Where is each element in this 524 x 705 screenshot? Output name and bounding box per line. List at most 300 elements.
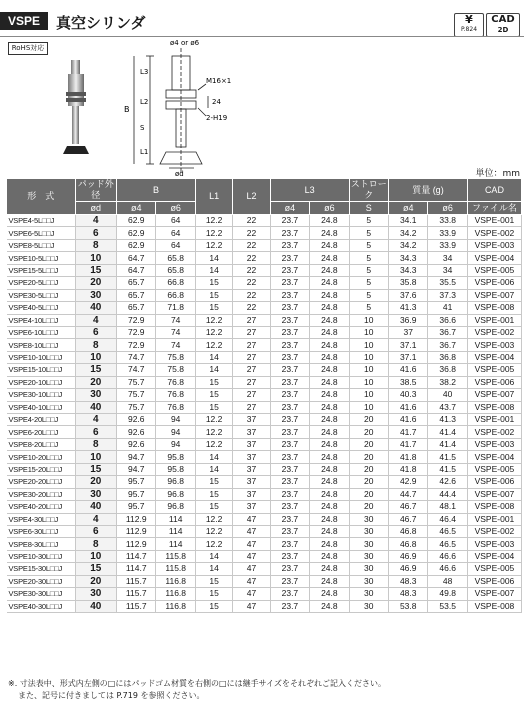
cell-l1: 15: [195, 302, 232, 314]
drawing-label-b: B: [124, 105, 130, 114]
cell-l3-d6: 24.8: [310, 215, 349, 227]
col-header-pad-od: ød: [75, 202, 117, 215]
cell-stroke: 20: [349, 501, 388, 513]
col-header-l2: L2: [233, 179, 270, 215]
table-row: [7, 401, 522, 413]
cell-b-d6: 66.8: [156, 289, 195, 301]
cell-mass-d4: 37.1: [389, 339, 428, 351]
cell-model: VSPE20-5L□□J: [7, 277, 76, 289]
cell-mass-d6: 41.4: [428, 438, 467, 450]
cell-mass-d4: 41.6: [389, 401, 428, 413]
cell-stroke: 20: [349, 463, 388, 475]
cell-mass-d6: 46.5: [428, 525, 467, 537]
col-header-stroke-top: ストローク: [350, 179, 387, 200]
cell-b-d4: 75.7: [117, 376, 156, 388]
cell-l3-d6: 24.8: [310, 463, 349, 475]
cell-b-d6: 95.8: [156, 451, 195, 463]
cell-mass-d6: 34: [428, 252, 467, 264]
cell-b-d4: 65.7: [117, 289, 156, 301]
cell-pad-od: 30: [75, 289, 117, 301]
cell-l2: 37: [233, 488, 270, 500]
cell-l2: 27: [233, 389, 270, 401]
cell-l2: 22: [233, 289, 270, 301]
cell-mass-d6: 46.6: [428, 563, 467, 575]
cell-stroke: 30: [349, 600, 388, 612]
cell-b-d6: 65.8: [156, 252, 195, 264]
cell-mass-d4: 41.7: [389, 438, 428, 450]
cell-stroke: 30: [349, 538, 388, 550]
table-row: [7, 364, 522, 376]
cell-model: VSPE15-10L□□J: [7, 364, 76, 376]
cell-mass-d6: 53.5: [428, 600, 467, 612]
cell-l2: 47: [233, 513, 270, 525]
cell-cad-file: VSPE-004: [467, 550, 521, 562]
cell-pad-od: 30: [75, 488, 117, 500]
cell-l2: 27: [233, 351, 270, 363]
cell-model: VSPE4-30L□□J: [7, 513, 76, 525]
cell-mass-d6: 46.5: [428, 538, 467, 550]
cell-b-d4: 114.7: [117, 563, 156, 575]
cell-l3-d6: 24.8: [310, 401, 349, 413]
cell-pad-od: 6: [75, 426, 117, 438]
col-header-stroke: S: [349, 202, 388, 215]
cell-stroke: 5: [349, 252, 388, 264]
product-code-badge: VSPE: [0, 12, 48, 30]
cell-l3-d4: 23.7: [270, 364, 309, 376]
page-title: 真空シリンダ: [56, 14, 146, 32]
col-header-model: 形 式: [7, 179, 76, 215]
cell-l3-d6: 24.8: [310, 326, 349, 338]
cell-l2: 22: [233, 264, 270, 276]
cell-l2: 22: [233, 277, 270, 289]
cell-b-d4: 95.7: [117, 501, 156, 513]
table-row: [7, 501, 522, 513]
cell-b-d6: 114: [156, 513, 195, 525]
cell-l3-d4: 23.7: [270, 426, 309, 438]
cell-l3-d6: 24.8: [310, 364, 349, 376]
cell-mass-d4: 34.1: [389, 215, 428, 227]
cell-b-d6: 66.8: [156, 277, 195, 289]
cell-l3-d6: 24.8: [310, 277, 349, 289]
drawing-label-od: ød: [175, 170, 184, 176]
cell-mass-d6: 40: [428, 389, 467, 401]
table-row: [7, 339, 522, 351]
cell-pad-od: 15: [75, 563, 117, 575]
footnote-line-1: ※. 寸法表中、形式内左側の□にはパッドゴム材質を右側の□には継手サイズをそれぞれご記入ください。: [8, 679, 386, 688]
cell-l3-d6: 24.8: [310, 302, 349, 314]
cell-model: VSPE8-10L□□J: [7, 339, 76, 351]
cell-l1: 12.2: [195, 239, 232, 251]
cell-l2: 22: [233, 239, 270, 251]
cell-l3-d6: 24.8: [310, 252, 349, 264]
cad-sub-label: 2D: [497, 26, 509, 34]
cell-pad-od: 15: [75, 264, 117, 276]
cell-model: VSPE8-30L□□J: [7, 538, 76, 550]
cell-stroke: 20: [349, 414, 388, 426]
table-row: [7, 389, 522, 401]
cell-l3-d6: 24.8: [310, 538, 349, 550]
cad-icon[interactable]: [486, 13, 520, 37]
cell-l3-d4: 23.7: [270, 252, 309, 264]
cell-pad-od: 20: [75, 476, 117, 488]
table-row: [7, 525, 522, 537]
cell-model: VSPE4-10L□□J: [7, 314, 76, 326]
cell-l1: 14: [195, 451, 232, 463]
cell-stroke: 20: [349, 451, 388, 463]
cell-l3-d6: 24.8: [310, 588, 349, 600]
cell-l2: 27: [233, 401, 270, 413]
cell-cad-file: VSPE-005: [467, 563, 521, 575]
cell-b-d4: 112.9: [117, 538, 156, 550]
cell-l1: 12.2: [195, 438, 232, 450]
cell-l3-d4: 23.7: [270, 563, 309, 575]
cell-l3-d4: 23.7: [270, 314, 309, 326]
cell-b-d4: 72.9: [117, 326, 156, 338]
cell-b-d6: 76.8: [156, 376, 195, 388]
cell-stroke: 5: [349, 215, 388, 227]
cell-l3-d6: 24.8: [310, 389, 349, 401]
cell-cad-file: VSPE-006: [467, 476, 521, 488]
cell-cad-file: VSPE-003: [467, 538, 521, 550]
cell-stroke: 20: [349, 476, 388, 488]
cell-cad-file: VSPE-005: [467, 264, 521, 276]
cell-cad-file: VSPE-003: [467, 438, 521, 450]
cell-l3-d6: 24.8: [310, 426, 349, 438]
cell-mass-d6: 41: [428, 302, 467, 314]
cell-cad-file: VSPE-007: [467, 488, 521, 500]
cell-mass-d6: 36.7: [428, 326, 467, 338]
cell-model: VSPE10-10L□□J: [7, 351, 76, 363]
cell-l2: 37: [233, 476, 270, 488]
cell-l2: 27: [233, 339, 270, 351]
col-header-mass: 質量 (g): [389, 179, 468, 202]
cell-l2: 22: [233, 302, 270, 314]
cell-l1: 12.2: [195, 339, 232, 351]
unit-label: 単位：mm: [475, 169, 520, 179]
cell-cad-file: VSPE-008: [467, 401, 521, 413]
cell-pad-od: 30: [75, 389, 117, 401]
cell-cad-file: VSPE-008: [467, 501, 521, 513]
cell-l1: 12.2: [195, 314, 232, 326]
cell-l3-d6: 24.8: [310, 227, 349, 239]
cell-l1: 12.2: [195, 227, 232, 239]
cell-pad-od: 4: [75, 414, 117, 426]
cell-l1: 14: [195, 364, 232, 376]
cell-mass-d6: 34: [428, 264, 467, 276]
cell-stroke: 10: [349, 376, 388, 388]
cell-cad-file: VSPE-006: [467, 376, 521, 388]
cell-pad-od: 8: [75, 438, 117, 450]
cell-l3-d6: 24.8: [310, 339, 349, 351]
cell-model: VSPE40-30L□□J: [7, 600, 76, 612]
cell-l3-d6: 24.8: [310, 314, 349, 326]
cell-model: VSPE30-5L□□J: [7, 289, 76, 301]
cell-mass-d6: 36.8: [428, 364, 467, 376]
yen-symbol: ¥: [465, 13, 473, 26]
cell-stroke: 10: [349, 351, 388, 363]
cell-b-d4: 112.9: [117, 513, 156, 525]
col-header-l3-d4: ø4: [270, 202, 309, 215]
drawing-hex: 2-H19: [206, 114, 228, 122]
cell-model: VSPE40-5L□□J: [7, 302, 76, 314]
cell-mass-d4: 35.8: [389, 277, 428, 289]
cell-l3-d6: 24.8: [310, 351, 349, 363]
cell-l3-d4: 23.7: [270, 600, 309, 612]
cell-stroke: 5: [349, 289, 388, 301]
cell-mass-d4: 48.3: [389, 588, 428, 600]
table-row: [7, 538, 522, 550]
cell-b-d6: 74: [156, 339, 195, 351]
cell-model: VSPE15-30L□□J: [7, 563, 76, 575]
cell-l3-d6: 24.8: [310, 575, 349, 587]
drawing-label-l2: L2: [140, 98, 149, 106]
cell-b-d4: 65.7: [117, 302, 156, 314]
cell-cad-file: VSPE-001: [467, 414, 521, 426]
cell-b-d4: 62.9: [117, 239, 156, 251]
cell-mass-d4: 34.3: [389, 252, 428, 264]
cell-model: VSPE40-10L□□J: [7, 401, 76, 413]
cell-l3-d4: 23.7: [270, 401, 309, 413]
cell-mass-d4: 42.9: [389, 476, 428, 488]
col-header-b: B: [117, 179, 196, 202]
col-header-cad: ファイル名: [467, 202, 521, 215]
table-row: [7, 588, 522, 600]
cell-model: VSPE30-10L□□J: [7, 389, 76, 401]
cell-pad-od: 8: [75, 538, 117, 550]
cell-pad-od: 40: [75, 501, 117, 513]
cell-mass-d4: 46.7: [389, 501, 428, 513]
cell-b-d6: 76.8: [156, 389, 195, 401]
cell-l1: 14: [195, 351, 232, 363]
cell-cad-file: VSPE-007: [467, 289, 521, 301]
cell-mass-d4: 41.7: [389, 426, 428, 438]
cell-mass-d4: 46.9: [389, 563, 428, 575]
cell-b-d6: 114: [156, 538, 195, 550]
cell-b-d4: 65.7: [117, 277, 156, 289]
table-row: [7, 302, 522, 314]
cell-mass-d4: 48.3: [389, 575, 428, 587]
table-row: [7, 351, 522, 363]
cell-l3-d4: 23.7: [270, 227, 309, 239]
spec-table-body: [7, 215, 522, 613]
cell-mass-d6: 33.9: [428, 227, 467, 239]
cell-cad-file: VSPE-002: [467, 525, 521, 537]
cell-model: VSPE40-20L□□J: [7, 501, 76, 513]
col-header-cad-top: CAD: [467, 179, 521, 202]
cell-l3-d4: 23.7: [270, 326, 309, 338]
cell-b-d6: 64: [156, 239, 195, 251]
table-row: [7, 513, 522, 525]
cell-pad-od: 10: [75, 451, 117, 463]
cell-mass-d6: 41.3: [428, 414, 467, 426]
cell-l1: 15: [195, 389, 232, 401]
cell-mass-d4: 41.3: [389, 302, 428, 314]
table-row: [7, 264, 522, 276]
cell-l3-d6: 24.8: [310, 563, 349, 575]
cell-l3-d6: 24.8: [310, 376, 349, 388]
cell-model: VSPE6-5L□□J: [7, 227, 76, 239]
cell-l3-d4: 23.7: [270, 451, 309, 463]
cell-b-d6: 94: [156, 426, 195, 438]
cell-stroke: 30: [349, 563, 388, 575]
cell-b-d6: 96.8: [156, 476, 195, 488]
cell-stroke: 30: [349, 525, 388, 537]
cell-b-d4: 62.9: [117, 227, 156, 239]
cell-pad-od: 20: [75, 575, 117, 587]
cell-mass-d6: 37.3: [428, 289, 467, 301]
table-row: [7, 451, 522, 463]
cell-b-d6: 116.8: [156, 588, 195, 600]
cell-l1: 12.2: [195, 538, 232, 550]
cell-b-d6: 115.8: [156, 563, 195, 575]
cell-mass-d4: 36.9: [389, 314, 428, 326]
cell-l3-d6: 24.8: [310, 488, 349, 500]
cell-l3-d4: 23.7: [270, 575, 309, 587]
cell-l3-d4: 23.7: [270, 476, 309, 488]
cell-l3-d4: 23.7: [270, 289, 309, 301]
cell-l1: 15: [195, 575, 232, 587]
cell-b-d6: 96.8: [156, 501, 195, 513]
cell-l1: 14: [195, 264, 232, 276]
cell-l3-d4: 23.7: [270, 277, 309, 289]
drawing-label-s: S: [140, 124, 145, 132]
cell-mass-d6: 48.1: [428, 501, 467, 513]
cell-l3-d4: 23.7: [270, 215, 309, 227]
cell-l2: 47: [233, 538, 270, 550]
cell-mass-d4: 34.2: [389, 239, 428, 251]
cell-l2: 37: [233, 426, 270, 438]
cell-mass-d4: 53.8: [389, 600, 428, 612]
cell-model: VSPE8-20L□□J: [7, 438, 76, 450]
cell-b-d6: 116.8: [156, 575, 195, 587]
cell-l1: 12.2: [195, 525, 232, 537]
col-header-mass-d4: ø4: [389, 202, 428, 215]
cell-stroke: 5: [349, 277, 388, 289]
cell-mass-d6: 41.5: [428, 451, 467, 463]
cell-model: VSPE4-5L□□J: [7, 215, 76, 227]
cell-mass-d6: 33.9: [428, 239, 467, 251]
cell-stroke: 20: [349, 438, 388, 450]
cell-pad-od: 40: [75, 401, 117, 413]
cell-l2: 47: [233, 575, 270, 587]
table-row: [7, 277, 522, 289]
cell-cad-file: VSPE-007: [467, 588, 521, 600]
drawing-label-l3: L3: [140, 68, 149, 76]
cell-mass-d6: 41.4: [428, 426, 467, 438]
cell-model: VSPE6-30L□□J: [7, 525, 76, 537]
cell-pad-od: 10: [75, 550, 117, 562]
cell-mass-d4: 34.2: [389, 227, 428, 239]
cell-b-d4: 92.6: [117, 426, 156, 438]
table-row: [7, 239, 522, 251]
cell-pad-od: 4: [75, 215, 117, 227]
cell-b-d4: 72.9: [117, 314, 156, 326]
cell-l3-d4: 23.7: [270, 339, 309, 351]
cell-pad-od: 4: [75, 513, 117, 525]
page-header: [0, 0, 524, 40]
col-header-b-d4: ø4: [117, 202, 156, 215]
cell-cad-file: VSPE-004: [467, 252, 521, 264]
cell-b-d4: 92.6: [117, 414, 156, 426]
table-row: [7, 563, 522, 575]
cell-l1: 15: [195, 376, 232, 388]
cell-pad-od: 4: [75, 314, 117, 326]
cell-stroke: 10: [349, 389, 388, 401]
cell-b-d6: 94: [156, 414, 195, 426]
rohs-badge: RoHS対応: [8, 42, 48, 55]
cell-b-d6: 114: [156, 525, 195, 537]
cell-pad-od: 8: [75, 339, 117, 351]
cell-mass-d4: 37.1: [389, 351, 428, 363]
cell-cad-file: VSPE-001: [467, 314, 521, 326]
cell-b-d4: 75.7: [117, 389, 156, 401]
cell-l3-d4: 23.7: [270, 463, 309, 475]
cell-cad-file: VSPE-003: [467, 239, 521, 251]
cell-l1: 15: [195, 277, 232, 289]
drawing-thread: M16×1: [206, 77, 232, 85]
footnote: [8, 678, 518, 702]
col-header-l3-d6: ø6: [310, 202, 349, 215]
cell-b-d4: 115.7: [117, 588, 156, 600]
col-header-pad-top: パッド外径: [75, 179, 117, 202]
table-row: [7, 289, 522, 301]
table-row: [7, 438, 522, 450]
table-row: [7, 476, 522, 488]
price-page-icon[interactable]: [454, 13, 484, 37]
cell-l3-d6: 24.8: [310, 414, 349, 426]
cell-model: VSPE20-30L□□J: [7, 575, 76, 587]
cell-pad-od: 20: [75, 277, 117, 289]
cell-l3-d4: 23.7: [270, 389, 309, 401]
cad-label: CAD: [491, 14, 515, 25]
table-row: [7, 326, 522, 338]
dimension-drawing: [120, 36, 320, 176]
cell-l1: 14: [195, 463, 232, 475]
cell-l3-d4: 23.7: [270, 264, 309, 276]
cell-b-d6: 76.8: [156, 401, 195, 413]
col-header-b-d6: ø6: [156, 202, 195, 215]
cell-l1: 14: [195, 252, 232, 264]
cell-b-d6: 64: [156, 215, 195, 227]
cell-b-d6: 96.8: [156, 488, 195, 500]
cell-mass-d6: 49.8: [428, 588, 467, 600]
cell-l3-d6: 24.8: [310, 289, 349, 301]
cell-l2: 37: [233, 463, 270, 475]
cell-model: VSPE6-10L□□J: [7, 326, 76, 338]
cell-mass-d4: 46.8: [389, 525, 428, 537]
cell-b-d6: 115.8: [156, 550, 195, 562]
cell-l1: 12.2: [195, 414, 232, 426]
cell-cad-file: VSPE-002: [467, 227, 521, 239]
cell-l2: 37: [233, 451, 270, 463]
cell-mass-d4: 41.6: [389, 364, 428, 376]
table-row: [7, 314, 522, 326]
cell-pad-od: 20: [75, 376, 117, 388]
cell-mass-d4: 46.9: [389, 550, 428, 562]
cell-model: VSPE30-20L□□J: [7, 488, 76, 500]
cell-b-d6: 75.8: [156, 364, 195, 376]
cell-b-d4: 95.7: [117, 476, 156, 488]
cell-pad-od: 10: [75, 351, 117, 363]
cell-cad-file: VSPE-001: [467, 513, 521, 525]
cell-mass-d4: 37: [389, 326, 428, 338]
cell-l3-d4: 23.7: [270, 351, 309, 363]
cell-model: VSPE10-30L□□J: [7, 550, 76, 562]
cell-model: VSPE6-20L□□J: [7, 426, 76, 438]
table-row: [7, 600, 522, 612]
cell-l1: 12.2: [195, 326, 232, 338]
cell-pad-od: 10: [75, 252, 117, 264]
